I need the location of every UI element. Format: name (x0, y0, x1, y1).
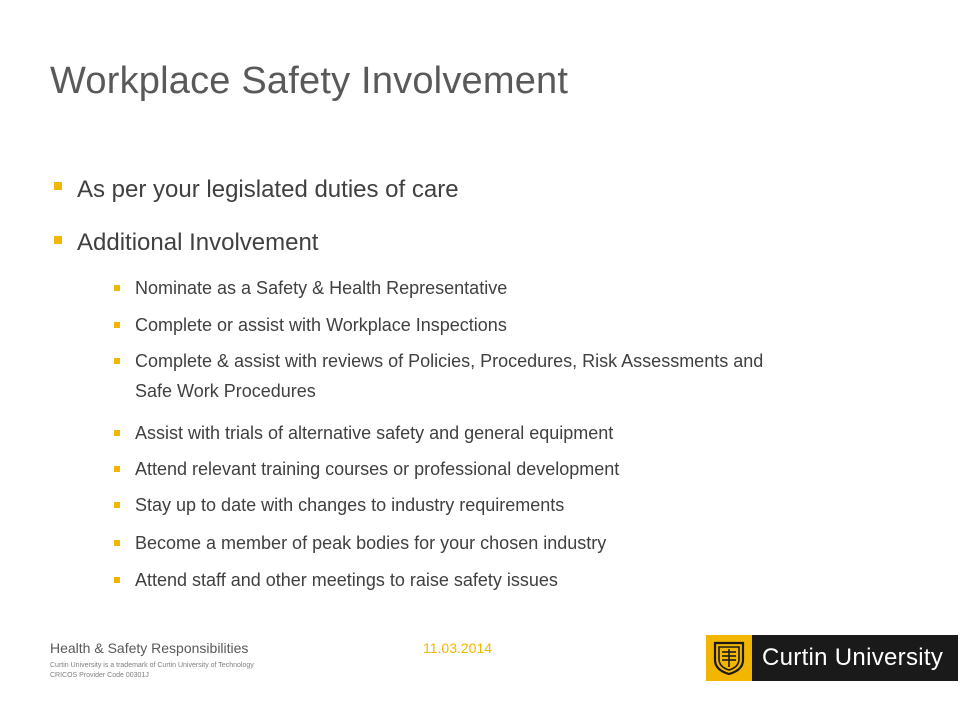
bullet-level2: Attend staff and other meetings to raise safety issues (135, 570, 558, 590)
slide-title: Workplace Safety Involvement (50, 60, 569, 102)
curtin-logo (706, 635, 958, 681)
bullet-level2: Complete & assist with reviews of Policies, Procedures, Risk Assessments and Safe Work Procedures (135, 351, 764, 401)
bullet-level2: Stay up to date with changes to industry requirements (135, 495, 565, 515)
sub-bullet-marker (114, 466, 120, 472)
footer-title: Health & Safety Responsibilities (50, 640, 249, 656)
bullet-level2: Nominate as a Safety & Health Representative (135, 278, 508, 298)
curtin-crest-icon (706, 635, 752, 681)
sub-bullet-marker (114, 430, 120, 436)
bullet-level2: Attend relevant training courses or professional development (135, 459, 620, 479)
sub-bullet-marker (114, 540, 120, 546)
sub-bullet-marker (114, 358, 120, 364)
bullet-level2: Assist with trials of alternative safety and general equipment (135, 423, 614, 443)
bullet-level1: As per your legislated duties of care (77, 176, 459, 203)
bullet-marker (54, 182, 62, 190)
bullet-level2: Become a member of peak bodies for your chosen industry (135, 533, 607, 553)
footer-date: 11.03.2014 (423, 640, 493, 656)
bullet-marker (54, 236, 62, 244)
footer-trademark: Curtin University is a trademark of Curtin University of Technology (50, 662, 254, 669)
sub-bullet-marker (114, 322, 120, 328)
sub-bullet-marker (114, 502, 120, 508)
footer-cricos: CRICOS Provider Code 00301J (50, 672, 149, 679)
sub-bullet-marker (114, 285, 120, 291)
logo-wordmark: Curtin University (762, 644, 944, 671)
bullet-level1: Additional Involvement (77, 229, 319, 256)
bullet-level2: Complete or assist with Workplace Inspections (135, 315, 507, 335)
sub-bullet-marker (114, 577, 120, 583)
